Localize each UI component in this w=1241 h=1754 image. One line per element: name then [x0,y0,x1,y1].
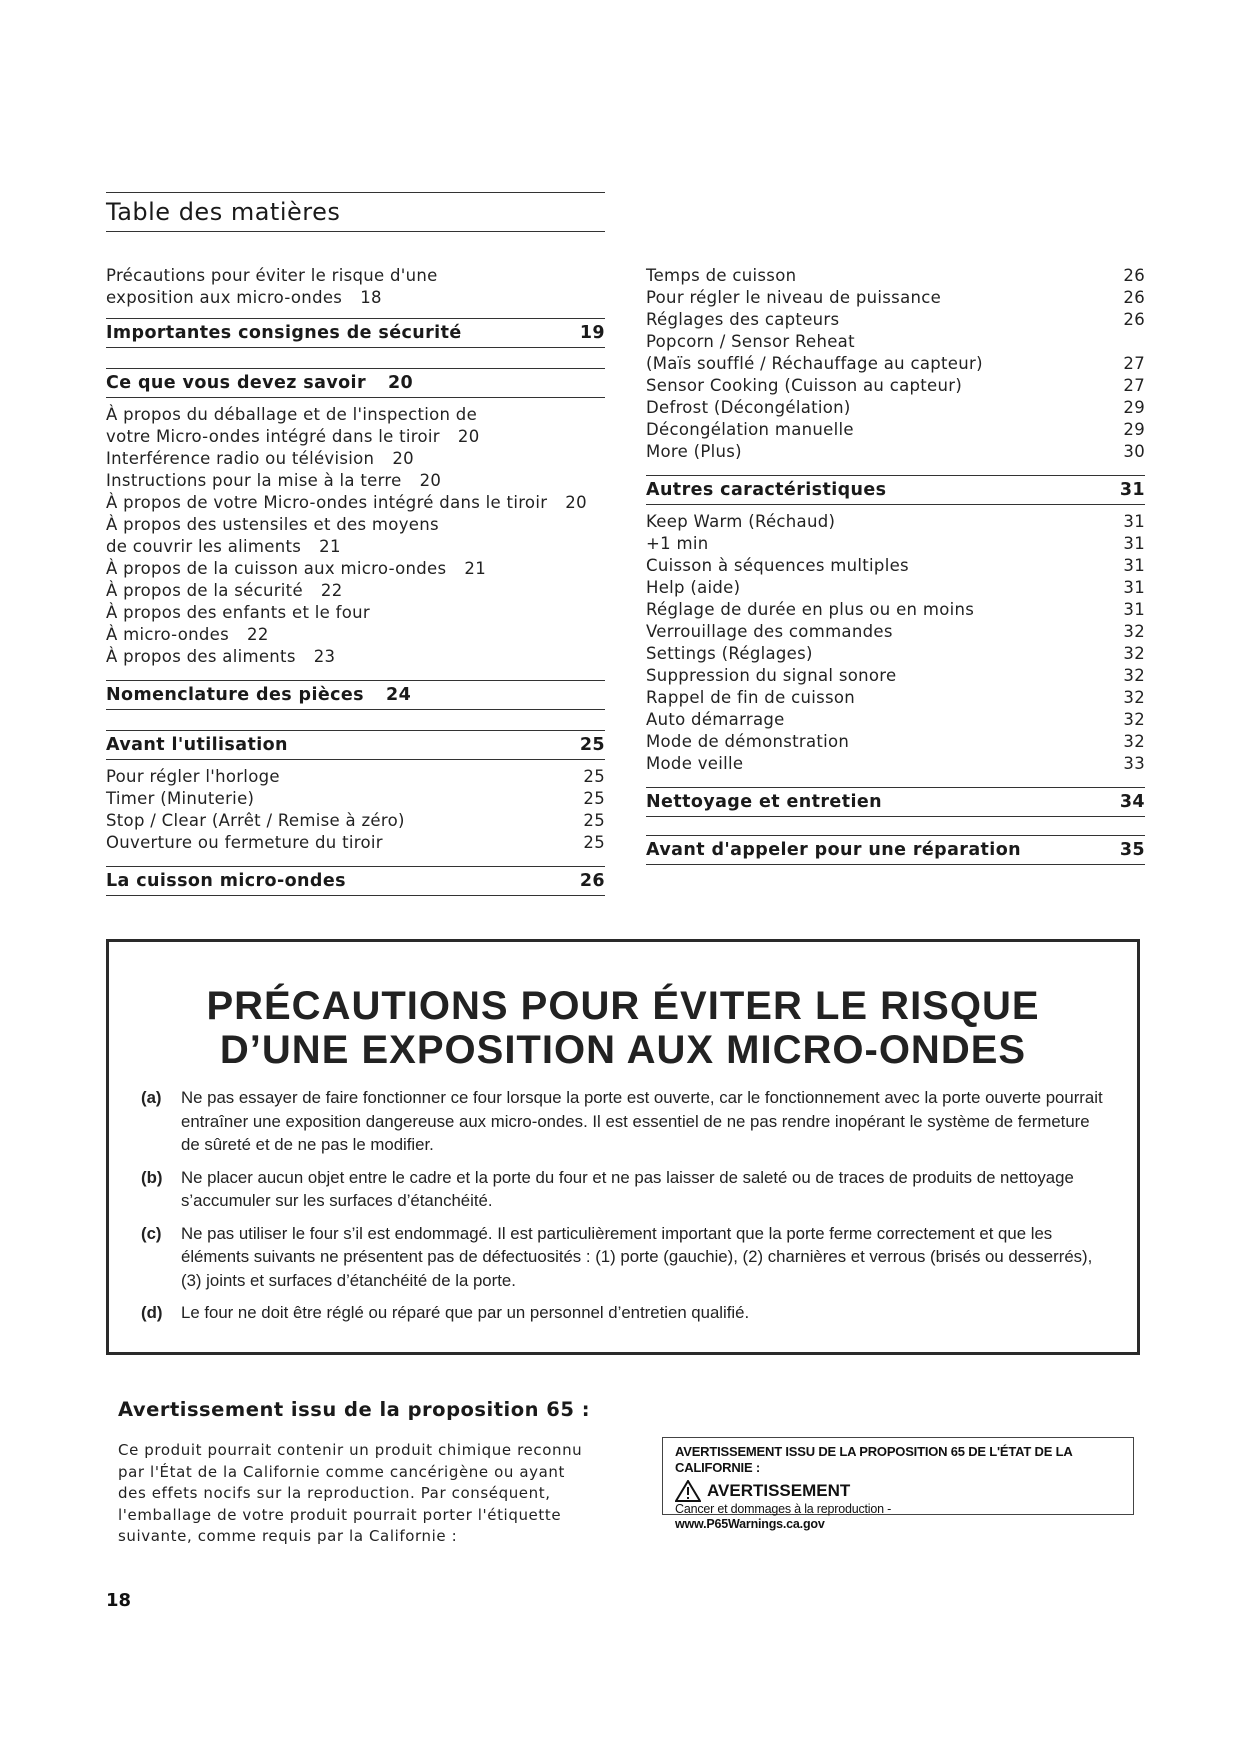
toc-entry-text: Instructions pour la mise à la terre [106,471,402,490]
precaution-item [141,1086,1107,1157]
toc-page-number: 22 [247,625,269,644]
toc-entry-text: Sensor Cooking (Cuisson au capteur) [646,376,963,395]
toc-entry [106,766,605,788]
toc-page-number: 27 [1123,376,1145,395]
toc-entry [646,577,1145,599]
prop65-label-warning [675,1480,1121,1502]
toc-entry-text: Autres caractéristiques [646,480,887,500]
toc-page-number: 34 [1119,792,1145,812]
toc-entry-text: Temps de cuisson [646,266,797,285]
toc-entry [646,643,1145,665]
precautions-title-line2: D’UNE EXPOSITION AUX MICRO-ONDES [219,1028,1027,1072]
toc-page-number: 32 [1123,710,1145,729]
toc-entry-text: Interférence radio ou télévision [106,449,375,468]
toc-entry-text: Pour régler l'horloge [106,767,280,786]
toc-entry [106,646,605,668]
prop65-label-header: AVERTISSEMENT ISSU DE LA PROPOSITION 65 DE L'ÉTAT DE LA CALIFORNIE : [675,1444,1073,1475]
toc-entry-text: Mode veille [646,754,744,773]
toc-page-number: 32 [1123,622,1145,641]
toc-entry [646,709,1145,731]
toc-page-number: 32 [1123,732,1145,751]
toc-page-number: 31 [1123,578,1145,597]
toc-entry-text: Avant l'utilisation [106,735,288,755]
toc-page-number: 20 [387,373,414,393]
toc-page-number: 26 [1123,288,1145,307]
toc-entry-text: Importantes consignes de sécurité [106,323,462,343]
toc-section-heading [106,368,605,398]
toc-entry [106,580,605,602]
toc-entry-text: Nettoyage et entretien [646,792,882,812]
toc-entry-text: Stop / Clear (Arrêt / Remise à zéro) [106,811,405,830]
prop65-heading: Avertissement issu de la proposition 65 : [118,1398,591,1421]
toc-right-column [646,265,1145,865]
prop65-warning-word: AVERTISSEMENT [707,1481,851,1500]
toc-page-number: 31 [1123,512,1145,531]
toc-entry-text: Defrost (Décongélation) [646,398,851,417]
toc-section-heading [646,835,1145,865]
toc-entry-text: votre Micro-ondes intégré dans le tiroir [106,427,440,446]
toc-page-number: 25 [583,767,605,786]
toc-entry [646,309,1145,331]
toc-page-number: 20 [419,471,442,490]
precaution-item-text: Ne placer aucun objet entre le cadre et la porte du four et ne pas laisser de saleté ou de traces de produits de nettoyage s’accumuler sur les surfaces d’étanchéité. [181,1167,1074,1210]
toc-entry [646,555,1145,577]
page-number: 18 [106,1590,132,1611]
precautions-title [109,984,1137,1072]
toc-title: Table des matières [106,192,605,232]
toc-entry-text: Mode de démonstration [646,732,850,751]
toc-entry [646,441,1145,463]
precaution-item [141,1166,1107,1213]
toc-entry [646,397,1145,419]
toc-entry [106,514,605,536]
toc-page-number: 27 [1123,354,1145,373]
toc-entry [646,599,1145,621]
toc-entry [106,265,605,287]
toc-entry-text: Ce que vous devez savoir [106,373,366,393]
prop65-label [662,1437,1134,1531]
toc-entry-text: À propos de la sécurité [106,581,303,600]
toc-entry [646,265,1145,287]
toc-entry-text: À propos des aliments [106,647,296,666]
toc-entry-text: À propos des enfants et le four [106,603,370,622]
precaution-item [141,1222,1107,1293]
toc-entry-text: Avant d'appeler pour une réparation [646,840,1021,860]
toc-entry [106,832,605,854]
toc-entry [646,687,1145,709]
toc-entry-text: Suppression du signal sonore [646,666,897,685]
toc-page-number: 25 [579,735,605,755]
warning-triangle-icon [675,1480,701,1502]
toc-page-number: 20 [457,427,480,446]
toc-entry [106,810,605,832]
toc-entry-text: Nomenclature des pièces [106,685,364,705]
toc-page-number: 32 [1123,644,1145,663]
toc-entry-text: Popcorn / Sensor Reheat [646,332,855,351]
toc-entry [106,470,605,492]
toc-entry-text: +1 min [646,534,709,553]
toc-page-number: 23 [313,647,336,666]
toc-entry [106,448,605,470]
toc-entry [106,558,605,580]
toc-page-number: 18 [360,288,382,307]
toc-entry [646,287,1145,309]
toc-entry-text: À micro-ondes [106,625,230,644]
toc-entry-text: Auto démarrage [646,710,785,729]
toc-section-heading [106,318,605,348]
toc-entry [106,404,605,426]
precautions-title-line1: PRÉCAUTIONS POUR ÉVITER LE RISQUE [206,984,1040,1028]
precaution-item-text: Ne pas utiliser le four s’il est endommagé. Il est particulièrement important que la porte ferme correctement et que les éléments suivants ne présentent pas de défectuosités : (1) porte (gauchie), (2) charnières et verrous (brisés ou desserrés), (3) joints et surfaces d’étanchéité de la porte. [181,1223,1093,1290]
toc-section-heading [646,475,1145,505]
toc-entry [646,353,1145,375]
toc-entry-text: Ouverture ou fermeture du tiroir [106,833,383,852]
toc-entry [106,287,605,309]
precaution-item-label: (a) [141,1088,162,1107]
toc-entry-text: Réglages des capteurs [646,310,840,329]
toc-page-number: 29 [1123,420,1145,439]
toc-entry [646,731,1145,753]
toc-entry-text: À propos du déballage et de l'inspection de [106,405,478,424]
toc-page-number: 31 [1123,600,1145,619]
toc-entry-text: À propos de la cuisson aux micro-ondes [106,559,447,578]
prop65-body: Ce produit pourrait contenir un produit chimique reconnu par l'État de la Californie comme cancérigène ou ayant des effets nocifs sur la reproduction. Par conséquent, l'emballage de votre produit pourrait porter l'étiquette suivante, comme requis par la Californie : [118,1441,583,1545]
toc-entry-text: Settings (Réglages) [646,644,813,663]
toc-entry-text: Timer (Minuterie) [106,789,255,808]
toc-entry [106,788,605,810]
toc-entry-text: Décongélation manuelle [646,420,854,439]
toc-entry-text: More (Plus) [646,442,742,461]
toc-entry-text: Verrouillage des commandes [646,622,893,641]
toc-entry-text: Help (aide) [646,578,741,597]
toc-page-number: 35 [1119,840,1145,860]
toc-page-number: 20 [565,493,587,512]
toc-page-number: 25 [583,811,605,830]
prop65-url: www.P65Warnings.ca.gov [675,1517,825,1531]
toc-section-heading [106,730,605,760]
toc-left-column [106,265,605,896]
prop65-cancer-text: Cancer et dommages à la reproduction - [675,1502,892,1516]
toc-entry-text: Précautions pour éviter le risque d'une [106,266,438,285]
precaution-item-text: Ne pas essayer de faire fonctionner ce four lorsque la porte est ouverte, car le fonctionnement avec la porte ouverte pourrait entraîner une exposition dangereuse aux micro-ondes. Il est essentiel de ne pas rendre inopérant le système de fermeture de sûreté et de ne pas le modifier. [181,1088,1103,1154]
toc-entry [106,624,605,646]
toc-entry [646,511,1145,533]
toc-page-number: 31 [1123,534,1145,553]
toc-entry-text: Pour régler le niveau de puissance [646,288,942,307]
toc-entry-text: (Maïs soufflé / Réchauffage au capteur) [646,354,983,373]
toc-entry-text: À propos des ustensiles et des moyens [106,515,439,534]
toc-entry-text: de couvrir les aliments [106,537,302,556]
precaution-item-label: (d) [141,1303,163,1322]
toc-page-number: 29 [1123,398,1145,417]
toc-entry-text: À propos de votre Micro-ondes intégré dans le tiroir [106,493,548,512]
toc-page-number: 30 [1123,442,1145,461]
toc-entry [106,536,605,558]
toc-entry [646,331,1145,353]
toc-page-number: 31 [1123,556,1145,575]
toc-entry-text: Rappel de fin de cuisson [646,688,856,707]
toc-entry [646,665,1145,687]
toc-section-heading [106,680,605,710]
toc-entry-text: Réglage de durée en plus ou en moins [646,600,975,619]
toc-page-number: 33 [1123,754,1145,773]
toc-page-number: 31 [1119,480,1145,500]
toc-page-number: 26 [579,871,605,891]
toc-section-heading [106,866,605,896]
precautions-list [141,1086,1107,1334]
toc-page-number: 25 [583,833,605,852]
toc-page-number: 21 [464,559,487,578]
toc-page-number: 24 [386,685,412,705]
toc-page-number: 25 [583,789,605,808]
toc-page-number: 26 [1123,310,1145,329]
toc-page-number: 32 [1123,666,1145,685]
toc-entry-text: Cuisson à séquences multiples [646,556,909,575]
microwave-precautions-box [106,939,1140,1355]
toc-entry [646,533,1145,555]
precaution-item-text: Le four ne doit être réglé ou réparé que par un personnel d’entretien qualifié. [181,1303,750,1322]
toc-entry [646,375,1145,397]
toc-entry [646,621,1145,643]
toc-entry [106,602,605,624]
toc-page-number: 26 [1123,266,1145,285]
precaution-item-label: (b) [141,1167,163,1187]
toc-page-number: 19 [579,323,605,343]
toc-entry-text: exposition aux micro-ondes [106,288,343,307]
toc-page-number: 20 [392,449,414,468]
toc-entry-text: La cuisson micro-ondes [106,871,346,891]
precaution-item [141,1301,1107,1325]
toc-entry [106,426,605,448]
toc-entry [106,492,605,514]
toc-entry [646,753,1145,775]
toc-page-number: 32 [1123,688,1145,707]
toc-entry [646,419,1145,441]
toc-page-number: 21 [319,537,341,556]
precaution-item-label: (c) [141,1223,162,1243]
toc-section-heading [646,787,1145,817]
toc-entry-text: Keep Warm (Réchaud) [646,512,836,531]
toc-page-number: 22 [320,581,343,600]
